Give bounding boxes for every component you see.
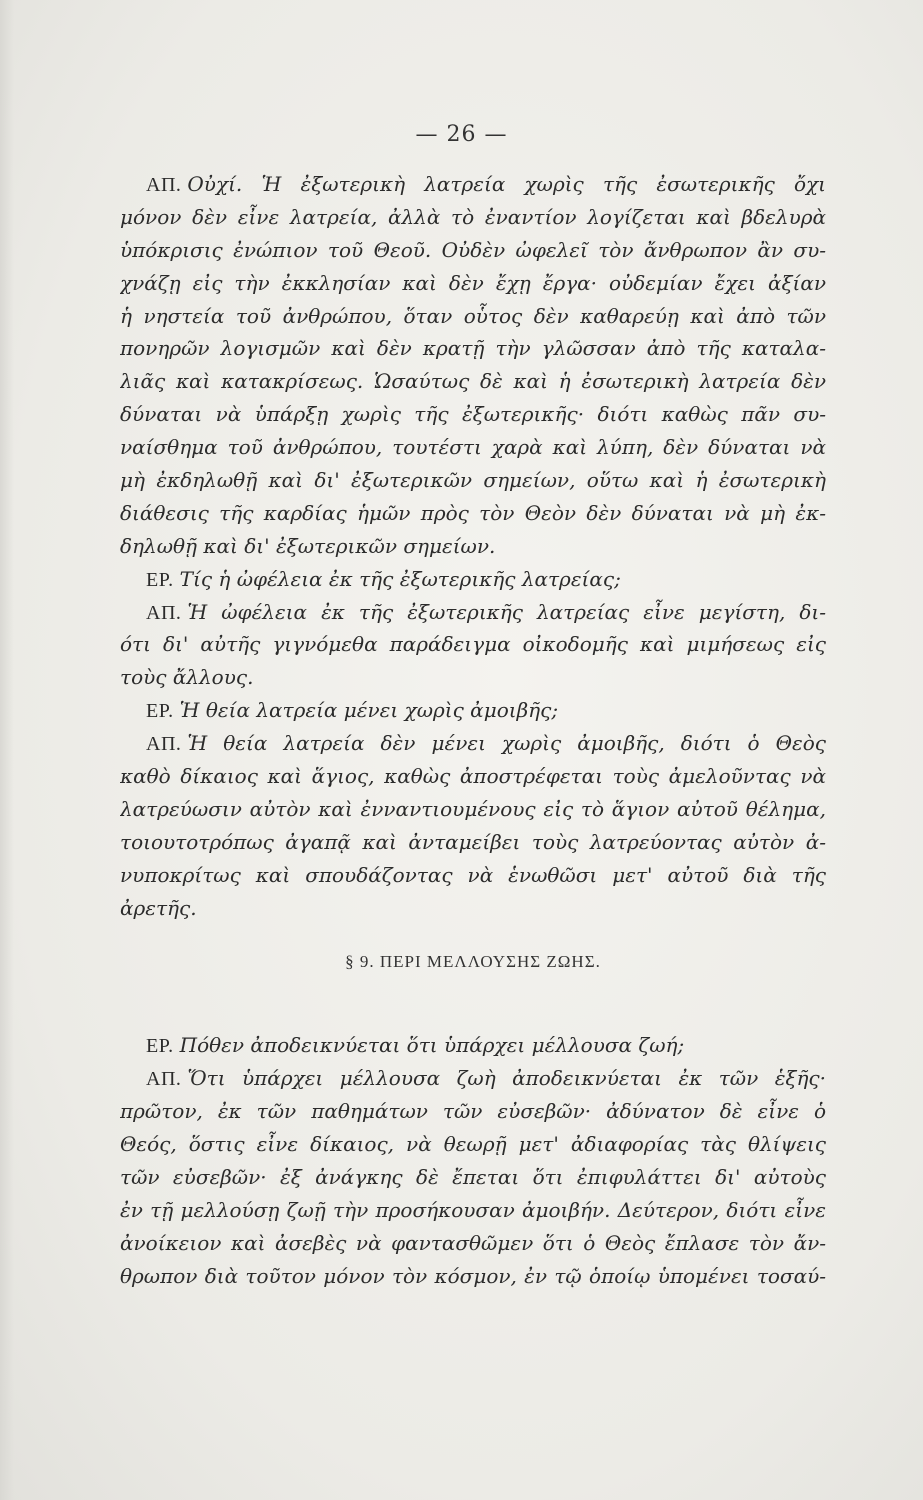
line-text: μὴ ἐκδηλωθῇ καὶ δι' ἐξωτερικῶν σημείων, οὕτω καὶ ἡ ἐσωτερικὴ (120, 468, 826, 493)
line-text: δύναται νὰ ὑπάρξῃ χωρὶς τῆς ἐξωτερικῆς· διότι καθὼς πᾶν συ- (120, 402, 826, 427)
text-line (120, 1095, 826, 1128)
line-text: ναίσθημα τοῦ ἀνθρώπου, τουτέστι χαρὰ καὶ λύπη, δὲν δύναται νὰ (120, 435, 826, 460)
text-line (120, 1227, 826, 1260)
text-line (120, 793, 826, 826)
text-line (120, 760, 826, 793)
text-section-2 (120, 1029, 826, 1292)
line-text: ὑπόκρισις ἐνώπιον τοῦ Θεοῦ. Οὐδὲν ὠφελεῖ τὸν ἄνθρωπον ἂν συ- (120, 237, 826, 262)
line-text: Ἡ θεία λατρεία δὲν μένει χωρὶς ἀμοιβῆς, διότι ὁ Θεὸς (187, 731, 826, 756)
text-line (120, 234, 826, 267)
line-text: τῶν εὐσεβῶν· ἐξ ἀνάγκης δὲ ἔπεται ὅτι ἐπιφυλάττει δι' αὐτοὺς (120, 1164, 826, 1189)
speaker-label: ΕΡ. (146, 1035, 174, 1058)
text-line (120, 530, 826, 563)
line-text: θρωπον διὰ τοῦτον μόνον τὸν κόσμον, ἐν τῷ ὁποίῳ ὑπομένει τοσαύ- (120, 1263, 826, 1288)
line-text: τοὺς ἄλλους. (120, 665, 254, 690)
line-text: χνάζῃ εἰς τὴν ἐκκλησίαν καὶ δὲν ἔχῃ ἔργα· οὐδεμίαν ἔχει ἀξίαν (120, 270, 826, 295)
dialogue-line (120, 563, 826, 596)
speaker-label: ΑΠ. (146, 174, 182, 196)
line-text: διάθεσις τῆς καρδίας ἡμῶν πρὸς τὸν Θεὸν δὲν δύναται νὰ μὴ ἐκ- (120, 500, 826, 525)
dialogue-line (120, 1029, 826, 1062)
line-text: νυποκρίτως καὶ σπουδάζοντας νὰ ἑνωθῶσι μετ' αὐτοῦ διὰ τῆς (120, 862, 826, 887)
text-line (120, 1194, 826, 1227)
speaker-label: ΑΠ. (146, 733, 182, 756)
line-text: Ἡ θεία λατρεία μένει χωρὶς ἀμοιβῆς; (179, 698, 559, 723)
text-line (120, 300, 826, 333)
text-line (120, 892, 826, 925)
line-text: Οὐχί. Ἡ ἐξωτερικὴ λατρεία χωρὶς τῆς ἐσωτερικῆς ὄχι (187, 172, 826, 196)
text-line (120, 201, 826, 234)
line-text: λατρεύωσιν αὐτὸν καὶ ἐνναντιουμένους εἰς τὸ ἅγιον αὐτοῦ θέλημα, (120, 796, 826, 821)
line-text: ότι δι' αὐτῆς γιγνόμεθα παράδειγμα οἰκοδομῆς καὶ μιμήσεως εἰς (120, 632, 826, 657)
catechism-text (120, 168, 826, 1293)
page-edge-shadow (0, 0, 14, 1500)
text-line (120, 398, 826, 431)
section-heading: § 9. ΠΕΡΙ ΜΕΛΛΟΥΣΗΣ ΖΩΗΣ. (345, 952, 601, 972)
text-line (120, 628, 826, 661)
dialogue-line (120, 1062, 826, 1095)
spacer (120, 924, 826, 946)
text-line (120, 332, 826, 365)
text-section-1 (120, 168, 826, 924)
text-line (120, 826, 826, 859)
line-text: ἀρετῆς. (120, 895, 197, 920)
line-text: τοιουτοτρόπως ἀγαπᾷ καὶ ἀνταμείβει τοὺς λατρεύοντας αὐτὸν ἀ- (120, 829, 826, 854)
page-number: — 26 — (415, 122, 508, 147)
text-line (120, 1128, 826, 1161)
text-line (120, 1260, 826, 1293)
speaker-label: ΕΡ. (146, 700, 174, 723)
line-text: ἡ νηστεία τοῦ ἀνθρώπου, ὅταν οὗτος δὲν καθαρεύῃ καὶ ἀπὸ τῶν (120, 303, 826, 328)
line-text: ἐν τῇ μελλούσῃ ζωῇ τὴν προσήκουσαν ἀμοιβήν. Δεύτερον, διότι εἶνε (120, 1197, 826, 1222)
text-line (120, 497, 826, 530)
speaker-label: ΑΠ. (146, 601, 182, 624)
line-text: μόνον δὲν εἶνε λατρεία, ἀλλὰ τὸ ἐναντίον λογίζεται καὶ βδελυρὰ (120, 204, 826, 229)
speaker-label: ΕΡ. (146, 568, 174, 591)
line-text: δηλωθῇ καὶ δι' ἐξωτερικῶν σημείων. (120, 533, 496, 558)
dialogue-line (120, 596, 826, 629)
line-text: Πόθεν ἀποδεικνύεται ὅτι ὑπάρχει μέλλουσα ζωή; (179, 1033, 685, 1058)
text-line (120, 1161, 826, 1194)
text-line (120, 267, 826, 300)
line-text: καθὸ δίκαιος καὶ ἅγιος, καθὼς ἀποστρέφεται τοὺς ἀμελοῦντας νὰ (120, 764, 826, 789)
line-text: Ὅτι ὑπάρχει μέλλουσα ζωὴ ἀποδεικνύεται ἐκ τῶν ἑξῆς· (187, 1066, 826, 1091)
line-text: πρῶτον, ἐκ τῶν παθημάτων τῶν εὐσεβῶν· ἀδύνατον δὲ εἶνε ὁ (120, 1099, 826, 1124)
dialogue-line (120, 168, 826, 201)
text-line (120, 365, 826, 398)
text-line (120, 859, 826, 892)
line-text: λιᾶς καὶ κατακρίσεως. Ὡσαύτως δὲ καὶ ἡ ἐσωτερικὴ λατρεία δὲν (120, 369, 826, 394)
text-line (120, 464, 826, 497)
line-text: πονηρῶν λογισμῶν καὶ δὲν κρατῇ τὴν γλῶσσαν ἀπὸ τῆς καταλα- (120, 336, 826, 361)
line-text: Τίς ἡ ὠφέλεια ἐκ τῆς ἐξωτερικῆς λατρείας; (179, 566, 621, 591)
speaker-label: ΑΠ. (146, 1068, 182, 1091)
dialogue-line (120, 694, 826, 727)
line-text: Θεός, ὅστις εἶνε δίκαιος, νὰ θεωρῇ μετ' ἀδιαφορίας τὰς θλίψεις (120, 1132, 826, 1157)
spacer (120, 979, 826, 1029)
line-text: Ἡ ὠφέλεια ἐκ τῆς ἐξωτερικῆς λατρείας εἶνε μεγίστη, δι- (187, 599, 826, 624)
text-line (120, 431, 826, 464)
dialogue-line (120, 727, 826, 760)
text-line (120, 661, 826, 694)
line-text: ἀνοίκειον καὶ ἀσεβὲς νὰ φαντασθῶμεν ὅτι ὁ Θεὸς ἔπλασε τὸν ἄν- (120, 1230, 826, 1255)
